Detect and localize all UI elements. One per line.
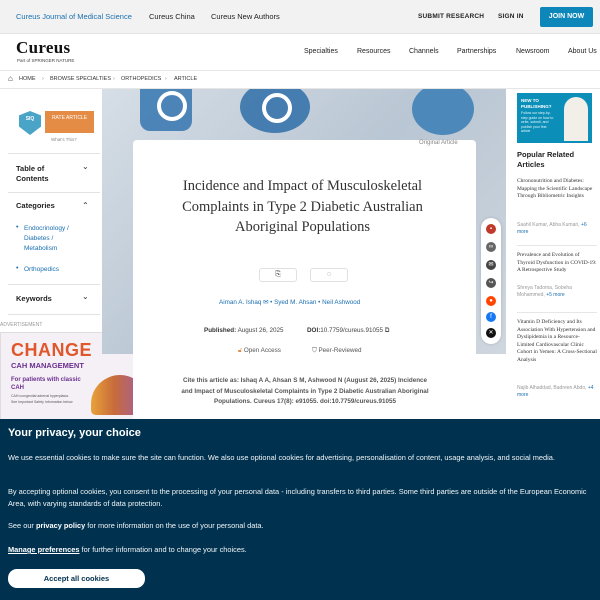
cookie-consent-banner xyxy=(0,419,600,600)
topbar-link-china[interactable]: Cureus China xyxy=(149,12,195,21)
more-authors-link[interactable]: +4 more xyxy=(517,385,594,398)
doctor-image xyxy=(564,97,588,141)
ad-fineprint: See Important Safety Information below xyxy=(11,400,73,404)
peer-reviewed-badge: ⛉ Peer-Reviewed xyxy=(312,347,362,354)
promo-title: NEW TO PUBLISHING? xyxy=(521,98,552,109)
doi[interactable]: DOI:10.7759/cureus.91055 ⧉ xyxy=(307,327,390,334)
promo-text: Follow our step-by-step guide on how to write, submit, and publish your first article xyxy=(521,111,554,133)
breadcrumb-separator-icon: › xyxy=(113,76,115,82)
chevron-down-icon[interactable]: ⌄ xyxy=(82,162,89,171)
main-header xyxy=(0,34,600,71)
siq-shield-icon xyxy=(19,111,41,135)
breadcrumb-orthopedics[interactable]: ORTHOPEDICS xyxy=(121,76,162,82)
bullet-icon: • xyxy=(16,224,19,231)
bullet-icon: • xyxy=(16,265,19,272)
chevron-up-icon[interactable]: ⌃ xyxy=(82,201,89,210)
privacy-paragraph: We use essential cookies to make sure the site can function. We also use optional cookies for advertising, personalisation of content, usage analysis, and social media. xyxy=(8,453,555,462)
more-authors-link[interactable]: +5 more xyxy=(546,292,565,298)
related-article-authors: Shreya Tadoma, Sobeha Mohammed, +5 more xyxy=(517,285,572,298)
nav-partnerships[interactable]: Partnerships xyxy=(457,48,497,55)
share-arrow-icon[interactable]: ↪ xyxy=(486,278,496,288)
divider xyxy=(8,314,100,315)
link-icon[interactable]: ∞ xyxy=(486,242,496,252)
shield-check-icon: ⛉ xyxy=(312,347,317,354)
email-icon[interactable]: ✉ xyxy=(486,260,496,270)
privacy-paragraph: Manage preferences for further information and to change your choices. xyxy=(8,545,247,554)
rate-article-button[interactable]: RATE ARTICLE xyxy=(45,111,94,133)
share-bar xyxy=(481,218,501,344)
divider xyxy=(8,284,100,285)
popular-articles-heading: Popular Related Articles xyxy=(517,150,575,169)
privacy-paragraph: See our privacy policy for more information on the use of your personal data. xyxy=(8,521,264,530)
whats-this-link[interactable]: What's This? xyxy=(51,137,77,142)
copy-icon[interactable]: ⧉ xyxy=(384,327,390,334)
breadcrumb-article: ARTICLE xyxy=(174,76,198,82)
stethoscope-icon xyxy=(412,89,474,135)
category-link-orthopedics[interactable]: Orthopedics xyxy=(24,266,60,273)
drop-icon xyxy=(157,91,187,121)
pulse-icon xyxy=(262,93,292,123)
join-now-button[interactable]: JOIN NOW xyxy=(540,7,593,27)
categories-heading[interactable]: Categories xyxy=(16,201,55,210)
nav-channels[interactable]: Channels xyxy=(409,48,439,55)
breadcrumb xyxy=(0,71,600,89)
breadcrumb-home[interactable]: HOME xyxy=(19,76,36,82)
nav-about-us[interactable]: About Us xyxy=(568,48,597,55)
privacy-heading: Your privacy, your choice xyxy=(8,427,141,439)
divider xyxy=(8,192,100,193)
new-to-publishing-promo[interactable] xyxy=(517,93,592,143)
article-type: Original Article xyxy=(419,140,458,146)
divider xyxy=(517,245,597,246)
topbar-link-new-authors[interactable]: Cureus New Authors xyxy=(211,12,280,21)
comment-icon: ◌ xyxy=(326,271,332,278)
chevron-down-icon[interactable]: ⌄ xyxy=(82,292,89,301)
related-article-title[interactable]: Vitamin D Deficiency and Its Association With Hypertension and Dyslipidemia in a Resource-Limited Cardiovascular Clinic Cohort in Yemen: A Cross-Sectional Analysis xyxy=(517,319,597,363)
ad-headline: CHANGE xyxy=(11,340,93,360)
open-access-badge: 🔓︎ Open Access xyxy=(238,347,281,354)
privacy-policy-link[interactable]: privacy policy xyxy=(35,521,86,530)
nav-resources[interactable]: Resources xyxy=(357,48,391,55)
advertisement-label: ADVERTISEMENT xyxy=(0,322,43,328)
related-article-title[interactable]: Prevalence and Evolution of Thyroid Dysfunction in COVID-19: A Retrospective Study xyxy=(517,252,597,273)
article-authors[interactable]: Aiman A. Ishaq ✉ • Syed M. Ahsan • Neil Ashwood xyxy=(219,299,361,306)
topbar-link-journal[interactable]: Cureus Journal of Medical Science xyxy=(16,12,132,21)
accept-all-cookies-button[interactable]: Accept all cookies xyxy=(8,569,145,588)
nav-specialties[interactable]: Specialties xyxy=(304,48,338,55)
lock-open-icon: 🔓︎ xyxy=(238,347,243,354)
reddit-icon[interactable]: ● xyxy=(486,296,496,306)
siq-badge-label: SIQ xyxy=(25,116,35,122)
logo-subtitle: Part of SPRINGER NATURE xyxy=(17,58,75,63)
pdf-share-icon[interactable]: ▪ xyxy=(486,224,496,234)
category-link-endocrinology[interactable]: Endocrinology / Diabetes / Metabolism xyxy=(24,225,69,252)
submit-research-link[interactable]: SUBMIT RESEARCH xyxy=(418,13,485,20)
breadcrumb-browse-specialties[interactable]: BROWSE SPECIALTIES xyxy=(50,76,112,82)
keywords-heading[interactable]: Keywords xyxy=(16,294,52,303)
published-date: Published: August 26, 2025 xyxy=(204,327,284,334)
more-authors-link[interactable]: +6 more xyxy=(517,222,587,235)
comments-button[interactable] xyxy=(310,268,348,282)
privacy-paragraph: By accepting optional cookies, you consent to the processing of your personal data - including transfers to third parties. Some third parties are outside of the European Economic Area, with varying standards of data protection. xyxy=(8,487,587,508)
sign-in-link[interactable]: SIGN IN xyxy=(498,13,524,20)
download-pdf-button[interactable] xyxy=(259,268,297,282)
related-article-authors: Najib Alhaddad, Badreen Abdo, +4 more xyxy=(517,385,594,398)
ad-fineprint: CAH=congenital adrenal hyperplasia. xyxy=(11,394,69,398)
manage-preferences-link[interactable]: Manage preferences xyxy=(8,545,80,554)
top-bar xyxy=(0,0,600,34)
home-icon[interactable]: ⌂ xyxy=(8,74,13,83)
facebook-icon[interactable]: f xyxy=(486,312,496,322)
nav-newsroom[interactable]: Newsroom xyxy=(516,48,550,55)
related-article-title[interactable]: Chrononutrition and Diabetes: Mapping the Scientific Landscape Through Bibliometric Insights xyxy=(517,178,593,199)
divider xyxy=(8,153,100,154)
divider xyxy=(517,312,597,313)
article-title: Incidence and Impact of Musculoskeletal Complaints in Type 2 Diabetic Australian Aboriginal Populations xyxy=(182,178,423,235)
ad-subheadline: CAH MANAGEMENT xyxy=(11,361,84,370)
toc-heading[interactable]: Table of Contents xyxy=(16,164,49,183)
ad-tagline: For patients with classic CAH xyxy=(11,377,81,391)
related-article-authors: Saahil Kumar, Abha Kumari, +6 more xyxy=(517,222,587,235)
citation: Cite this article as: Ishaq A A, Ahsan S M, Ashwood N (August 26, 2025) Incidence and Impact of Musculoskeletal Complaints in Type 2 Diabetic Australian Aboriginal Populations. Cureus 17(8): e91055. doi:10.7759/cureus.91055 xyxy=(181,377,429,405)
cureus-logo[interactable]: Cureus xyxy=(16,38,71,57)
pdf-icon: ⎘ xyxy=(275,271,281,278)
breadcrumb-separator-icon: › xyxy=(165,76,167,82)
breadcrumb-separator-icon: › xyxy=(42,76,44,82)
x-twitter-icon[interactable]: ✕ xyxy=(486,328,496,338)
